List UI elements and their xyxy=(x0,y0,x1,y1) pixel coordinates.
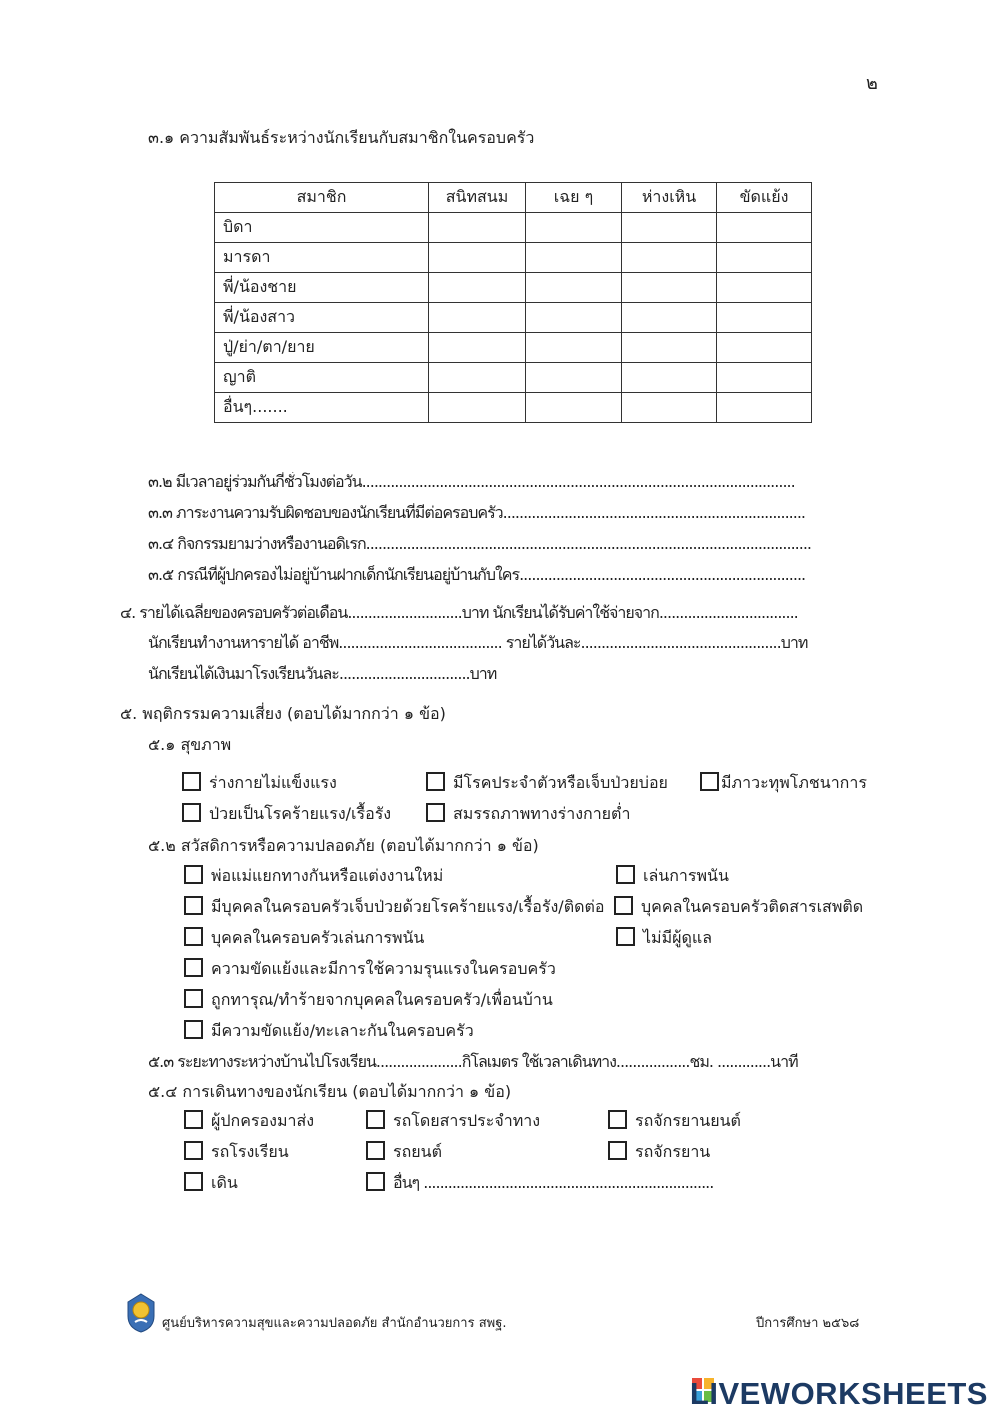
answer-cell[interactable] xyxy=(622,243,717,273)
section-3-5-line[interactable]: ๓.๕ กรณีที่ผู้ปกครองไม่อยู่บ้านฝากเด็กนักเรียนอยู่บ้านกับใคร...................................................................... xyxy=(148,565,806,584)
footer-left: ศูนย์บริหารความสุขและความปลอดภัย สำนักอำนวยการ สพฐ. xyxy=(162,1316,507,1331)
checkbox[interactable] xyxy=(366,1110,385,1129)
section-5-title: ๕. พฤติกรรมความเสี่ยง (ตอบได้มากกว่า ๑ ข้อ) xyxy=(120,704,446,723)
footer-right: ปีการศึกษา ๒๕๖๘ xyxy=(756,1316,860,1331)
member-label: พี่/น้องสาว xyxy=(215,303,429,333)
section-3-1-title: ๓.๑ ความสัมพันธ์ระหว่างนักเรียนกับสมาชิกในครอบครัว xyxy=(148,128,535,147)
answer-cell[interactable] xyxy=(717,333,812,363)
answer-cell[interactable] xyxy=(622,213,717,243)
section-4-line-3[interactable]: นักเรียนได้เงินมาโรงเรียนวันละ................................บาท xyxy=(148,664,497,683)
answer-cell[interactable] xyxy=(429,363,526,393)
checkbox[interactable] xyxy=(608,1141,627,1160)
answer-cell[interactable] xyxy=(526,393,622,423)
option-weak-body[interactable]: ร่างกายไม่แข็งแรง xyxy=(182,772,337,794)
checkbox[interactable] xyxy=(366,1172,385,1191)
answer-cell[interactable] xyxy=(622,273,717,303)
liveworksheets-watermark: LIVEWORKSHEETS xyxy=(689,1376,988,1411)
option-motorcycle[interactable]: รถจักรยานยนต์ xyxy=(608,1110,741,1132)
option-abused[interactable]: ถูกทารุณ/ทำร้ายจากบุคคลในครอบครัว/เพื่อนบ้าน xyxy=(184,989,553,1011)
option-family-illness[interactable]: มีบุคคลในครอบครัวเจ็บป่วยด้วยโรคร้ายแรง/เรื้อรัง/ติดต่อ xyxy=(184,896,604,918)
answer-cell[interactable] xyxy=(526,333,622,363)
option-parents-separated[interactable]: พ่อแม่แยกทางกันหรือแต่งงานใหม่ xyxy=(184,865,443,887)
option-bicycle[interactable]: รถจักรยาน xyxy=(608,1141,710,1163)
option-other[interactable]: อื่นๆ ....................................................................... xyxy=(366,1172,746,1194)
checkbox[interactable] xyxy=(184,927,203,946)
option-family-gambling[interactable]: บุคคลในครอบครัวเล่นการพนัน xyxy=(184,927,424,949)
checkbox[interactable] xyxy=(366,1141,385,1160)
answer-cell[interactable] xyxy=(717,273,812,303)
table-row xyxy=(215,363,812,393)
answer-cell[interactable] xyxy=(429,393,526,423)
answer-cell[interactable] xyxy=(717,303,812,333)
checkbox[interactable] xyxy=(184,1172,203,1191)
section-5-4-title: ๕.๔ การเดินทางของนักเรียน (ตอบได้มากกว่า ๑ ข้อ) xyxy=(148,1082,512,1101)
answer-cell[interactable] xyxy=(622,393,717,423)
answer-cell[interactable] xyxy=(429,213,526,243)
checkbox[interactable] xyxy=(616,865,635,884)
member-label: ปู่/ย่า/ตา/ยาย xyxy=(215,333,429,363)
option-gambling[interactable]: เล่นการพนัน xyxy=(616,865,729,887)
member-label: พี่/น้องชาย xyxy=(215,273,429,303)
option-family-drugs[interactable]: บุคคลในครอบครัวติดสารเสพติด xyxy=(614,896,863,918)
option-no-caretaker[interactable]: ไม่มีผู้ดูแล xyxy=(616,927,712,949)
checkbox[interactable] xyxy=(614,896,633,915)
checkbox[interactable] xyxy=(616,927,635,946)
table-row xyxy=(215,273,812,303)
option-malnutrition[interactable]: มีภาวะทุพโภชนาการ xyxy=(700,772,867,794)
checkbox[interactable] xyxy=(184,989,203,1008)
option-car[interactable]: รถยนต์ xyxy=(366,1141,442,1163)
checkbox[interactable] xyxy=(184,1020,203,1039)
obec-logo-icon xyxy=(124,1292,158,1334)
member-label: ญาติ xyxy=(215,363,429,393)
option-chronic-illness[interactable]: มีโรคประจำตัวหรือเจ็บป่วยบ่อย xyxy=(426,772,668,794)
answer-cell[interactable] xyxy=(717,363,812,393)
checkbox[interactable] xyxy=(184,1110,203,1129)
checkbox[interactable] xyxy=(426,772,445,791)
answer-cell[interactable] xyxy=(526,303,622,333)
table-header: สมาชิก xyxy=(215,183,429,213)
table-header: ขัดแย้ง xyxy=(717,183,812,213)
answer-cell[interactable] xyxy=(429,243,526,273)
answer-cell[interactable] xyxy=(622,303,717,333)
section-5-3-line[interactable]: ๕.๓ ระยะทางระหว่างบ้านไปโรงเรียน.....................กิโลเมตร ใช้เวลาเดินทาง..................ชม. .............นาที xyxy=(148,1052,798,1071)
answer-cell[interactable] xyxy=(717,213,812,243)
option-public-bus[interactable]: รถโดยสารประจำทาง xyxy=(366,1110,540,1132)
checkbox[interactable] xyxy=(182,803,201,822)
option-family-conflict[interactable]: มีความขัดแย้ง/ทะเลาะกันในครอบครัว xyxy=(184,1020,474,1042)
answer-cell[interactable] xyxy=(526,363,622,393)
checkbox[interactable] xyxy=(184,958,203,977)
checkbox[interactable] xyxy=(184,1141,203,1160)
answer-cell[interactable] xyxy=(429,303,526,333)
section-3-3-line[interactable]: ๓.๓ ภาระงานความรับผิดชอบของนักเรียนที่มีต่อครอบครัว.......................................................................... xyxy=(148,503,806,522)
option-serious-disease[interactable]: ป่วยเป็นโรคร้ายแรง/เรื้อรัง xyxy=(182,803,391,825)
option-domestic-violence[interactable]: ความขัดแย้งและมีการใช้ความรุนแรงในครอบครัว xyxy=(184,958,556,980)
member-label: บิดา xyxy=(215,213,429,243)
answer-cell[interactable] xyxy=(526,243,622,273)
answer-cell[interactable] xyxy=(717,243,812,273)
member-label: มารดา xyxy=(215,243,429,273)
table-row xyxy=(215,393,812,423)
answer-cell[interactable] xyxy=(622,333,717,363)
table-row xyxy=(215,333,812,363)
option-parent-drop[interactable]: ผู้ปกครองมาส่ง xyxy=(184,1110,314,1132)
table-header-row xyxy=(215,183,812,213)
answer-cell[interactable] xyxy=(717,393,812,423)
checkbox[interactable] xyxy=(184,865,203,884)
checkbox[interactable] xyxy=(182,772,201,791)
member-label: อื่นๆ....... xyxy=(215,393,429,423)
section-3-2-line[interactable]: ๓.๒ มีเวลาอยู่ร่วมกันกี่ชั่วโมงต่อวัน.......................................................................................................... xyxy=(148,472,795,491)
section-5-2-title: ๕.๒ สวัสดิการหรือความปลอดภัย (ตอบได้มากกว่า ๑ ข้อ) xyxy=(148,836,539,855)
table-row xyxy=(215,303,812,333)
checkbox[interactable] xyxy=(184,896,203,915)
section-5-1-title: ๕.๑ สุขภาพ xyxy=(148,735,232,754)
answer-cell[interactable] xyxy=(429,273,526,303)
table-header: เฉย ๆ xyxy=(526,183,622,213)
answer-cell[interactable] xyxy=(526,273,622,303)
table-row xyxy=(215,213,812,243)
answer-cell[interactable] xyxy=(429,333,526,363)
section-4-line-1[interactable]: ๔. รายได้เฉลี่ยของครอบครัวต่อเดือน............................บาท นักเรียนได้รับค่าใช้จ่ายจาก.................................. xyxy=(120,603,798,622)
option-walk[interactable]: เดิน xyxy=(184,1172,238,1194)
section-4-line-2[interactable]: นักเรียนทำงานหารายได้ อาชีพ........................................ รายได้วันละ.................................................บาท xyxy=(148,633,808,652)
option-school-bus[interactable]: รถโรงเรียน xyxy=(184,1141,289,1163)
page-number: ๒ xyxy=(866,73,878,94)
relationship-table xyxy=(214,182,812,423)
section-3-4-line[interactable]: ๓.๔ กิจกรรมยามว่างหรืองานอดิเรก............................................................................................................. xyxy=(148,534,811,553)
answer-cell[interactable] xyxy=(526,213,622,243)
checkbox[interactable] xyxy=(608,1110,627,1129)
table-row xyxy=(215,243,812,273)
checkbox[interactable] xyxy=(700,772,719,791)
option-low-fitness[interactable]: สมรรถภาพทางร่างกายต่ำ xyxy=(426,803,630,825)
answer-cell[interactable] xyxy=(622,363,717,393)
table-header: สนิทสนม xyxy=(429,183,526,213)
table-header: ห่างเหิน xyxy=(622,183,717,213)
checkbox[interactable] xyxy=(426,803,445,822)
